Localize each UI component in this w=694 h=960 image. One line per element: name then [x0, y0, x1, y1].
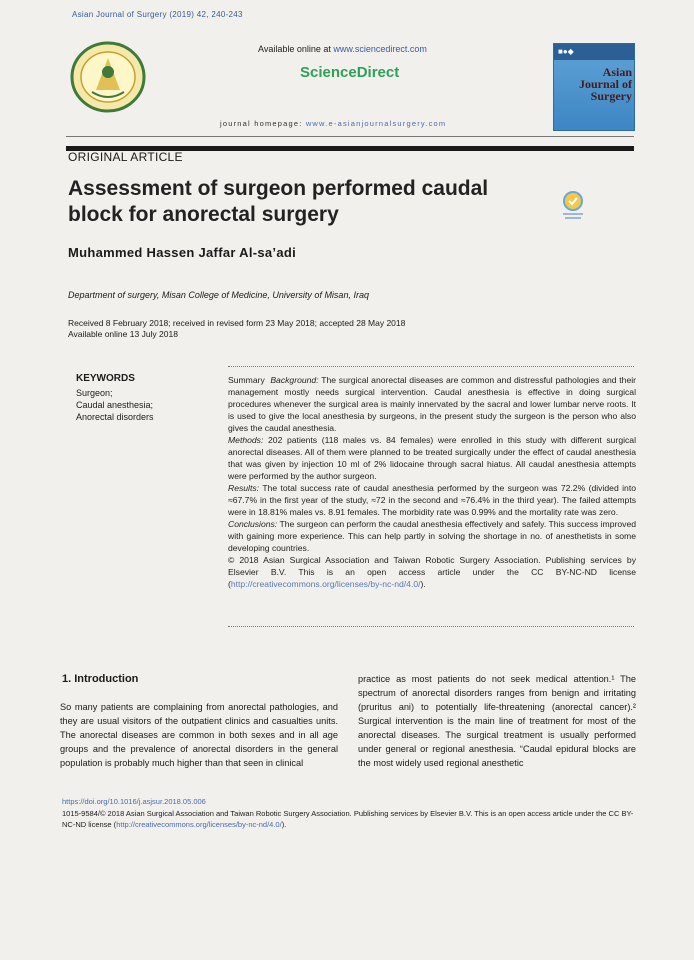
abstract-top-rule	[228, 366, 634, 367]
methods-label: Methods:	[228, 435, 264, 445]
article-dates	[68, 318, 468, 340]
cover-title	[554, 66, 632, 102]
background-label: Background:	[270, 375, 319, 385]
abstract-results	[228, 482, 636, 518]
footnote-license-link[interactable]: http://creativecommons.org/licenses/by-nc-nd/4.0/	[116, 820, 282, 829]
affiliation: Department of surgery, Misan College of Medicine, University of Misan, Iraq	[68, 290, 369, 300]
cover-title-line3: Surgery	[590, 89, 632, 103]
journal-homepage	[220, 119, 446, 128]
available-prefix: Available online at	[258, 44, 334, 54]
cover-title-line2: Journal of	[578, 77, 632, 91]
title-line1: Assessment of surgeon performed caudal	[68, 177, 489, 200]
association-logo	[66, 40, 150, 114]
check-for-updates-icon[interactable]	[556, 188, 590, 222]
cover-title-line1: Asian	[602, 65, 632, 79]
keyword-item: Caudal anesthesia;	[76, 400, 154, 410]
introduction-heading: 1. Introduction	[62, 673, 139, 685]
footnote-text: 1015-9584/© 2018 Asian Surgical Association and Taiwan Robotic Surgery Association. Publishing services by Elsevier B.V. This is an open access article under the CC BY-NC-ND license (	[62, 809, 634, 829]
available-online	[258, 44, 427, 54]
sciencedirect-link[interactable]: www.sciencedirect.com	[333, 44, 427, 54]
journal-reference: Asian Journal of Surgery (2019) 42, 240-243	[72, 10, 243, 19]
abstract-background	[228, 374, 636, 434]
footnote-end: ).	[281, 820, 287, 829]
cover-top-bar: ■●◆	[554, 44, 634, 60]
results-label: Results:	[228, 483, 260, 493]
license-link[interactable]: http://creativecommons.org/licenses/by-nc-nd/4.0/	[230, 579, 421, 589]
journal-cover	[553, 43, 635, 131]
abstract-bottom-rule	[228, 626, 634, 627]
introduction-column-right: practice as most patients do not seek medical attention.¹ The spectrum of anorectal disorders ranges from benign and irritating (pruritus ani) to potentially life-threatening (anorectal cancer).² Surgical intervention is the main line of treatment for most of the anorectal diseases. The surgical treatment is usually performed under general or regional anesthesia. “Caudal epidural blocks are the most widely used regional anesthetic	[358, 674, 636, 768]
author-name: Muhammed Hassen Jaffar Al-sa’adi	[68, 245, 297, 260]
background-text: The surgical anorectal diseases are common and distressful pathologies and their management mostly needs surgical intervention. Caudal anesthesia is effective in doing surgical procedures whenever the surgical area is mainly innervated by the sacral and lower lumbar nerve roots. It is used to give the local anesthesia by surgeons, in the present study the surgeon is the person who also gives the caudal anesthesia.	[228, 375, 637, 433]
conclusions-text: The surgeon can perform the caudal anesthesia effectively and safely. This success improved with gaining more experience. This can help partly in solving the shortage in no. of anesthetists in some developing countries.	[228, 519, 636, 553]
doi-link[interactable]: https://doi.org/10.1016/j.asjsur.2018.05.006	[62, 797, 206, 806]
abstract	[228, 374, 636, 590]
keywords-heading: KEYWORDS	[76, 373, 135, 384]
copyright-text: © 2018 Asian Surgical Association and Taiwan Robotic Surgery Association. Publishing services by Elsevier B.V. This is an open access article under the CC BY-NC-ND license (	[228, 555, 636, 589]
abstract-copyright	[228, 554, 636, 590]
abstract-conclusions	[228, 518, 636, 554]
sciencedirect-brand: ScienceDirect	[300, 64, 400, 81]
homepage-link[interactable]: www.e-asianjournalsurgery.com	[305, 119, 447, 128]
available-date: Available online 13 July 2018	[68, 329, 178, 339]
results-text: The total success rate of caudal anesthesia performed by the surgeon was 72.2% (divided into ≈67.7% in the first year of the study, ≈72 in the second and ≈76.4% in the third year). The failed attempts were in 18.81% males vs. 8.91 females. The morbidity rate was 0.99% and the mortality rate was zero.	[228, 483, 636, 517]
article-title	[68, 176, 538, 228]
methods-text: 202 patients (118 males vs. 84 females) were enrolled in this study with different surgical anorectal diseases. All of them were planned to be treated surgically under the effect of caudal anesthesia that was given by injection 10 ml of 2% lidocaine through sacral hiatus. All caudal anesthesia attempts were performed by the author surgeon.	[228, 435, 636, 481]
summary-label: Summary	[228, 375, 265, 385]
title-line2: block for anorectal surgery	[68, 203, 339, 226]
homepage-label: journal homepage:	[220, 119, 306, 128]
keyword-item: Anorectal disorders	[76, 412, 154, 422]
introduction-column-left: So many patients are complaining from anorectal pathologies, and they are usual visitors of the outpatient clinics and casualties units. The anorectal diseases are common in both sexes and in all age groups and the prevalence of anorectal disorders in the general population is probably much higher than that seen in clinical	[60, 702, 338, 768]
conclusions-label: Conclusions:	[228, 519, 278, 529]
header-divider	[66, 136, 634, 137]
keyword-item: Surgeon;	[76, 388, 113, 398]
copyright-end: ).	[420, 579, 426, 589]
section-label: ORIGINAL ARTICLE	[68, 150, 183, 164]
footnote	[62, 808, 642, 830]
received-dates: Received 8 February 2018; received in revised form 23 May 2018; accepted 28 May 2018	[68, 318, 406, 328]
abstract-methods	[228, 434, 636, 482]
